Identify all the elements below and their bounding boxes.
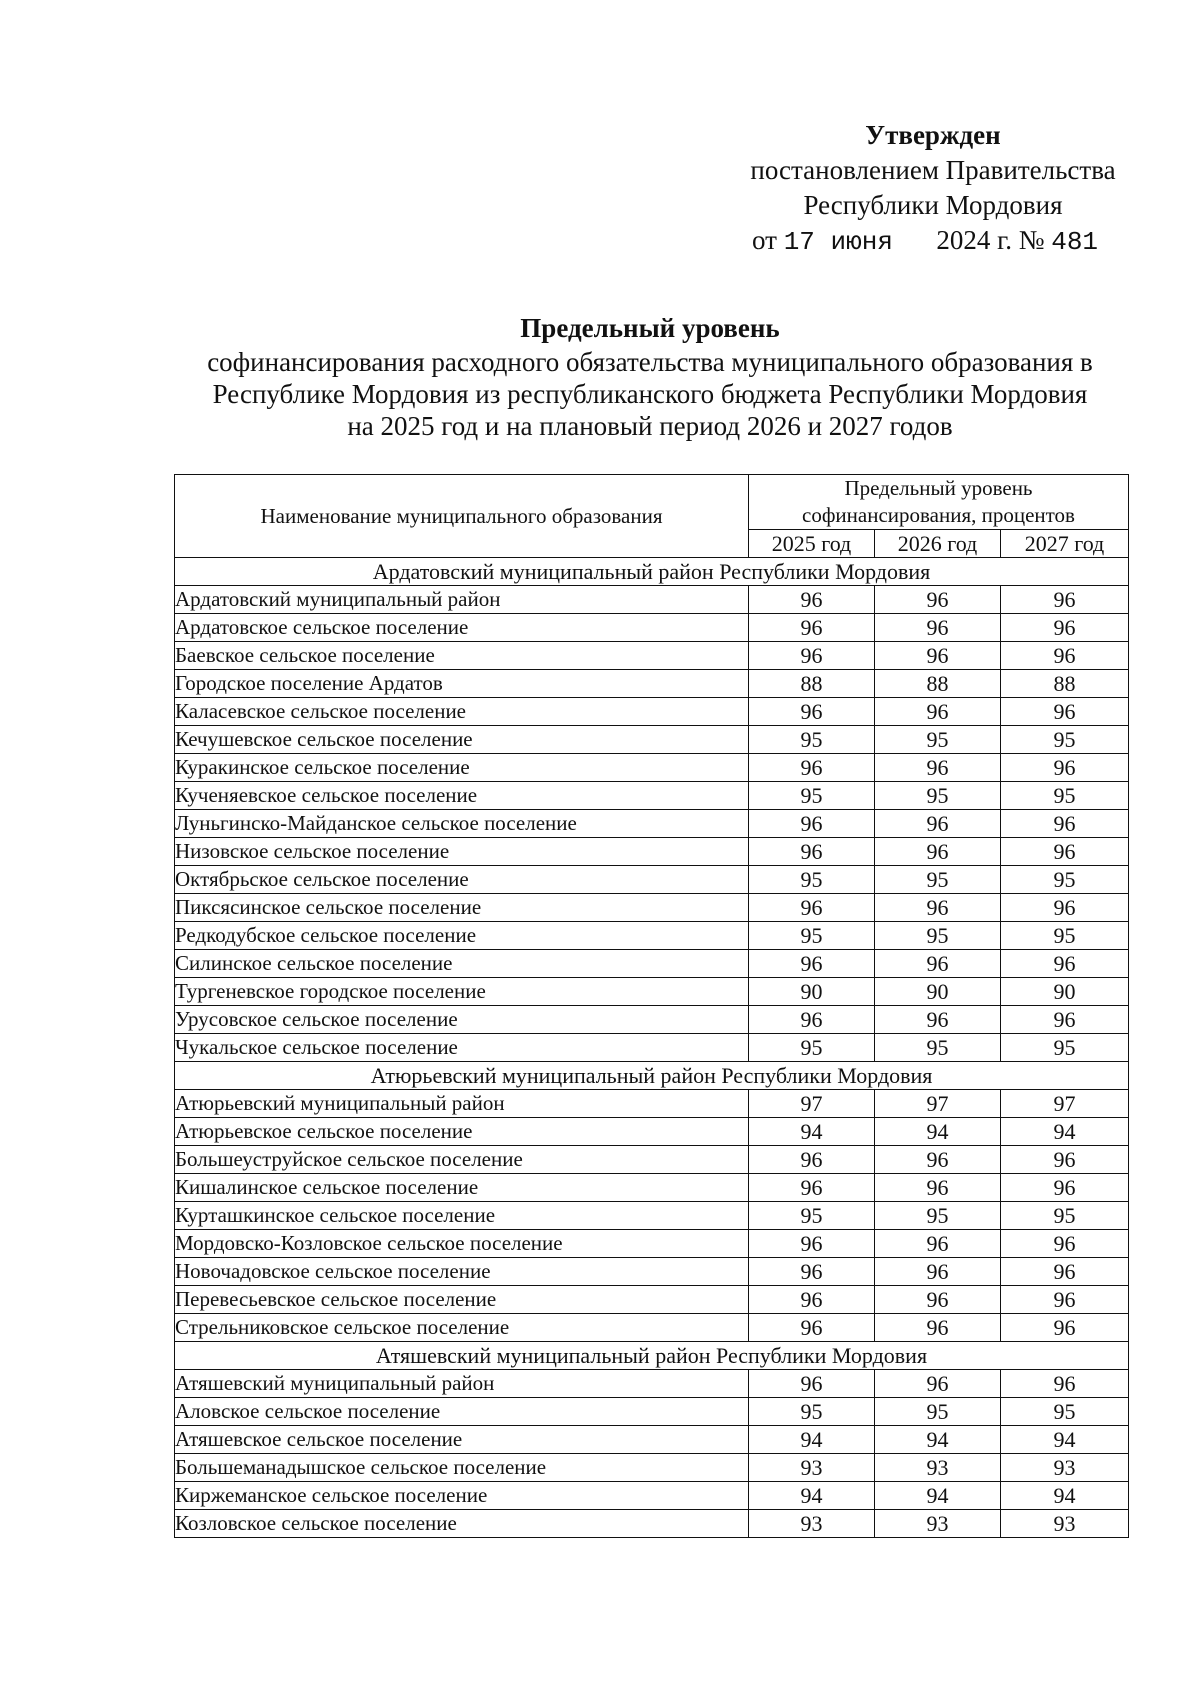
date-prefix: от: [752, 225, 777, 255]
table-row: [175, 1286, 1129, 1314]
value-2027: 95: [1001, 1398, 1129, 1426]
value-2025: 88: [749, 670, 875, 698]
value-2027: 94: [1001, 1118, 1129, 1146]
municipality-name: Ардатовский муниципальный район: [175, 586, 749, 614]
value-2026: 96: [875, 1006, 1001, 1034]
table-row: [175, 698, 1129, 726]
value-2026: 94: [875, 1118, 1001, 1146]
table-row: [175, 978, 1129, 1006]
value-2027: 96: [1001, 810, 1129, 838]
value-2025: 96: [749, 1370, 875, 1398]
value-2027: 96: [1001, 1146, 1129, 1174]
value-2027: 93: [1001, 1454, 1129, 1482]
table-row: [175, 1174, 1129, 1202]
value-2027: 95: [1001, 922, 1129, 950]
municipality-name: Баевское сельское поселение: [175, 642, 749, 670]
value-2026: 95: [875, 782, 1001, 810]
value-2027: 94: [1001, 1482, 1129, 1510]
value-2027: 97: [1001, 1090, 1129, 1118]
value-2026: 96: [875, 586, 1001, 614]
municipality-name: Луньгинско-Майданское сельское поселение: [175, 810, 749, 838]
table-row: [175, 614, 1129, 642]
value-2027: 96: [1001, 1174, 1129, 1202]
value-2027: 96: [1001, 838, 1129, 866]
title-heading: Предельный уровень: [520, 313, 780, 343]
table-row: [175, 1230, 1129, 1258]
value-2025: 95: [749, 1398, 875, 1426]
table-row: [175, 1202, 1129, 1230]
value-2025: 90: [749, 978, 875, 1006]
decree-number: 481: [1051, 227, 1099, 257]
municipality-name: Ардатовское сельское поселение: [175, 614, 749, 642]
value-2025: 93: [749, 1454, 875, 1482]
municipality-name: Кишалинское сельское поселение: [175, 1174, 749, 1202]
value-2025: 96: [749, 1146, 875, 1174]
date-year: 2024 г. №: [936, 225, 1045, 255]
section-title: Ардатовский муниципальный район Республики Мордовия: [175, 558, 1129, 586]
value-2027: 90: [1001, 978, 1129, 1006]
municipality-name: Каласевское сельское поселение: [175, 698, 749, 726]
municipality-name: Тургеневское городское поселение: [175, 978, 749, 1006]
value-2026: 94: [875, 1426, 1001, 1454]
value-2025: 96: [749, 894, 875, 922]
value-2025: 96: [749, 1286, 875, 1314]
table-row: [175, 1090, 1129, 1118]
table-row: [175, 810, 1129, 838]
table-row: [175, 1510, 1129, 1538]
municipality-name: Пиксясинское сельское поселение: [175, 894, 749, 922]
value-2027: 96: [1001, 950, 1129, 978]
value-2026: 96: [875, 754, 1001, 782]
value-2026: 96: [875, 1286, 1001, 1314]
level-group-header: [749, 475, 1129, 530]
municipality-name: Городское поселение Ардатов: [175, 670, 749, 698]
municipality-name: Октябрьское сельское поселение: [175, 866, 749, 894]
value-2025: 95: [749, 726, 875, 754]
table-row: [175, 726, 1129, 754]
municipality-name: Новочадовское сельское поселение: [175, 1258, 749, 1286]
value-2026: 95: [875, 1398, 1001, 1426]
municipality-name: Куракинское сельское поселение: [175, 754, 749, 782]
value-2027: 95: [1001, 1202, 1129, 1230]
value-2026: 96: [875, 1258, 1001, 1286]
value-2027: 96: [1001, 1230, 1129, 1258]
title-line-3: на 2025 год и на плановый период 2026 и 2027 годов: [347, 411, 953, 441]
year-2026-header: 2026 год: [875, 530, 1001, 558]
value-2025: 96: [749, 810, 875, 838]
value-2027: 93: [1001, 1510, 1129, 1538]
value-2026: 96: [875, 1314, 1001, 1342]
municipality-name: Козловское сельское поселение: [175, 1510, 749, 1538]
value-2026: 88: [875, 670, 1001, 698]
value-2026: 95: [875, 866, 1001, 894]
value-2026: 96: [875, 1370, 1001, 1398]
value-2025: 96: [749, 838, 875, 866]
value-2027: 88: [1001, 670, 1129, 698]
date-day-month: 17 июня: [783, 227, 893, 257]
value-2025: 96: [749, 754, 875, 782]
table-row: [175, 838, 1129, 866]
approval-line-3: Республики Мордовия: [803, 190, 1063, 220]
value-2026: 96: [875, 614, 1001, 642]
municipality-name: Мордовско-Козловское сельское поселение: [175, 1230, 749, 1258]
value-2026: 96: [875, 810, 1001, 838]
table-row: [175, 1034, 1129, 1062]
value-2026: 96: [875, 838, 1001, 866]
municipality-name: Кечушевское сельское поселение: [175, 726, 749, 754]
title-line-2: Республике Мордовия из республиканского бюджета Республики Мордовия: [212, 379, 1088, 409]
value-2026: 90: [875, 978, 1001, 1006]
year-2025-header: 2025 год: [749, 530, 875, 558]
value-2025: 96: [749, 1258, 875, 1286]
value-2027: 95: [1001, 1034, 1129, 1062]
municipality-name: Большеманадышское сельское поселение: [175, 1454, 749, 1482]
table-row: [175, 1314, 1129, 1342]
value-2027: 96: [1001, 1286, 1129, 1314]
value-2026: 95: [875, 1202, 1001, 1230]
value-2025: 97: [749, 1090, 875, 1118]
table-row: [175, 1426, 1129, 1454]
table-row: [175, 1258, 1129, 1286]
value-2025: 95: [749, 866, 875, 894]
table-row: [175, 922, 1129, 950]
municipality-name: Киржеманское сельское поселение: [175, 1482, 749, 1510]
value-2026: 96: [875, 894, 1001, 922]
municipality-name: Аловское сельское поселение: [175, 1398, 749, 1426]
value-2025: 96: [749, 614, 875, 642]
table-row: [175, 1006, 1129, 1034]
value-2027: 96: [1001, 586, 1129, 614]
municipality-name: Атюрьевский муниципальный район: [175, 1090, 749, 1118]
value-2027: 96: [1001, 754, 1129, 782]
section-row: [175, 558, 1129, 586]
value-2025: 95: [749, 782, 875, 810]
section-row: [175, 1062, 1129, 1090]
value-2026: 93: [875, 1510, 1001, 1538]
level-group-header-line-2: софинансирования, процентов: [802, 503, 1075, 527]
value-2027: 95: [1001, 726, 1129, 754]
municipality-name: Курташкинское сельское поселение: [175, 1202, 749, 1230]
value-2025: 94: [749, 1482, 875, 1510]
table-row: [175, 1146, 1129, 1174]
value-2027: 95: [1001, 782, 1129, 810]
value-2026: 95: [875, 922, 1001, 950]
municipality-name: Стрельниковское сельское поселение: [175, 1314, 749, 1342]
section-row: [175, 1342, 1129, 1370]
name-column-header: Наименование муниципального образования: [175, 475, 749, 558]
title-line-1: софинансирования расходного обязательства муниципального образования в: [207, 347, 1093, 377]
value-2025: 95: [749, 1202, 875, 1230]
value-2025: 96: [749, 1314, 875, 1342]
value-2027: 96: [1001, 614, 1129, 642]
value-2025: 96: [749, 1174, 875, 1202]
value-2026: 96: [875, 698, 1001, 726]
municipality-name: Низовское сельское поселение: [175, 838, 749, 866]
value-2027: 95: [1001, 866, 1129, 894]
municipality-name: Атюрьевское сельское поселение: [175, 1118, 749, 1146]
value-2025: 96: [749, 1006, 875, 1034]
table-row: [175, 1482, 1129, 1510]
approval-line-2: постановлением Правительства: [750, 155, 1116, 185]
value-2025: 96: [749, 1230, 875, 1258]
value-2027: 96: [1001, 1006, 1129, 1034]
value-2027: 96: [1001, 642, 1129, 670]
value-2026: 96: [875, 1174, 1001, 1202]
municipality-name: Большеуструйское сельское поселение: [175, 1146, 749, 1174]
table-row: [175, 866, 1129, 894]
year-2027-header: 2027 год: [1001, 530, 1129, 558]
value-2026: 96: [875, 1230, 1001, 1258]
value-2026: 95: [875, 726, 1001, 754]
municipality-name: Атяшевское сельское поселение: [175, 1426, 749, 1454]
value-2025: 96: [749, 950, 875, 978]
table-body: [175, 558, 1129, 1538]
table-row: [175, 642, 1129, 670]
approval-stamp: [738, 118, 1128, 260]
value-2026: 96: [875, 1146, 1001, 1174]
table-row: [175, 1118, 1129, 1146]
value-2026: 95: [875, 1034, 1001, 1062]
value-2027: 96: [1001, 1258, 1129, 1286]
municipality-name: Урусовское сельское поселение: [175, 1006, 749, 1034]
municipality-name: Редкодубское сельское поселение: [175, 922, 749, 950]
value-2025: 94: [749, 1118, 875, 1146]
table-row: [175, 1398, 1129, 1426]
value-2027: 96: [1001, 894, 1129, 922]
table-row: [175, 782, 1129, 810]
table-row: [175, 950, 1129, 978]
municipality-name: Чукальское сельское поселение: [175, 1034, 749, 1062]
table-row: [175, 1454, 1129, 1482]
value-2026: 96: [875, 642, 1001, 670]
value-2025: 93: [749, 1510, 875, 1538]
value-2027: 94: [1001, 1426, 1129, 1454]
value-2025: 96: [749, 586, 875, 614]
municipality-name: Атяшевский муниципальный район: [175, 1370, 749, 1398]
value-2026: 94: [875, 1482, 1001, 1510]
value-2026: 97: [875, 1090, 1001, 1118]
value-2025: 95: [749, 1034, 875, 1062]
approval-title: Утвержден: [865, 120, 1001, 150]
value-2026: 96: [875, 950, 1001, 978]
value-2025: 95: [749, 922, 875, 950]
municipality-name: Силинское сельское поселение: [175, 950, 749, 978]
table-row: [175, 670, 1129, 698]
value-2025: 96: [749, 642, 875, 670]
table-row: [175, 1370, 1129, 1398]
value-2026: 93: [875, 1454, 1001, 1482]
value-2027: 96: [1001, 1370, 1129, 1398]
value-2025: 94: [749, 1426, 875, 1454]
approval-date-line: [738, 223, 1128, 260]
municipality-name: Перевесьевское сельское поселение: [175, 1286, 749, 1314]
municipality-name: Кученяевское сельское поселение: [175, 782, 749, 810]
value-2027: 96: [1001, 698, 1129, 726]
value-2025: 96: [749, 698, 875, 726]
table-row: [175, 894, 1129, 922]
table-row: [175, 754, 1129, 782]
value-2027: 96: [1001, 1314, 1129, 1342]
document-title: [160, 312, 1140, 442]
level-group-header-line-1: Предельный уровень: [844, 476, 1033, 500]
table-row: [175, 586, 1129, 614]
section-title: Атяшевский муниципальный район Республики Мордовия: [175, 1342, 1129, 1370]
cofinancing-table: [174, 474, 1129, 1538]
section-title: Атюрьевский муниципальный район Республики Мордовия: [175, 1062, 1129, 1090]
